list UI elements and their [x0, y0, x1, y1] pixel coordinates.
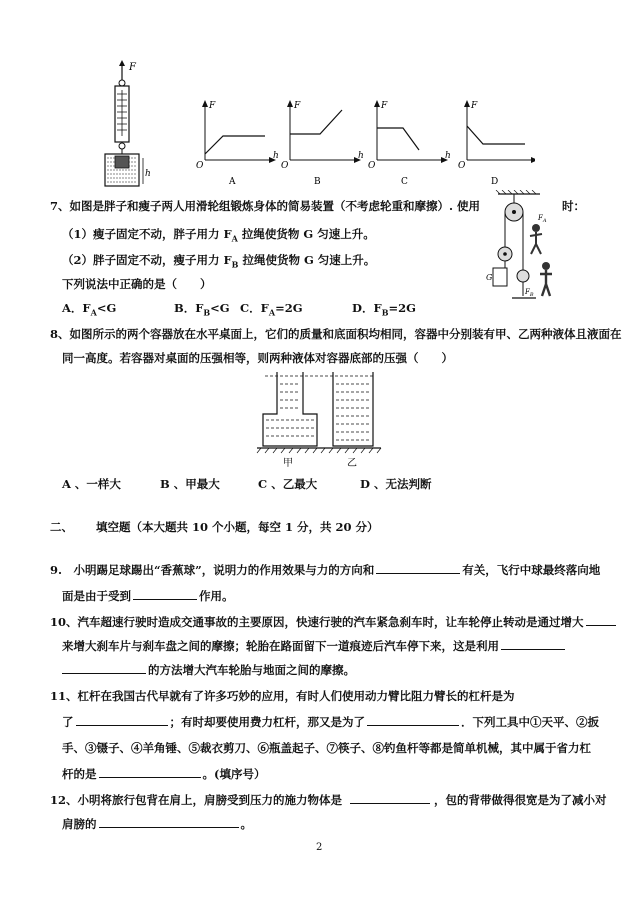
q10-line1: 10、汽车超速行驶时造成交通事故的主要原因，快速行驶的汽车紧急刹车时，让车轮停止转动是通过增大: [50, 614, 616, 630]
graph-b-origin: O: [281, 161, 289, 171]
q7-fa-label: $F_A$: [538, 214, 547, 224]
q11-blank-2[interactable]: [367, 714, 459, 726]
q6-force-label: F: [129, 62, 136, 73]
q10-blank-3[interactable]: [62, 662, 146, 674]
q8-option-a[interactable]: A 、一样大: [62, 477, 121, 491]
graph-d: [458, 100, 535, 187]
graph-a-h-axis: h: [273, 151, 279, 161]
q10-blank-1[interactable]: [586, 614, 616, 626]
graph-c-origin: O: [368, 161, 376, 171]
q12-line2: 肩膀的 。: [62, 817, 252, 831]
q11-line2: 了 ；有时却要使用费力杠杆，那又是为了 ．下列工具中①天平、②扳: [62, 715, 599, 729]
graph-b-f-axis: F: [294, 101, 301, 111]
q7-line2: （2）胖子固定不动，瘦子用力 $F_B$ 拉绳使货物 G 匀速上升。: [62, 253, 376, 270]
graph-d-f-axis: F: [471, 101, 478, 111]
graph-c-h-axis: h: [445, 151, 451, 161]
q7-option-c[interactable]: C．$F_A=2G$: [240, 301, 303, 318]
spring-scale-diagram: [105, 60, 151, 186]
q9-line1: 9. 小明踢足球踢出“香蕉球”，说明力的作用效果与力的方向和 有关，飞行中球最终落向地: [50, 563, 601, 577]
q8-options: [62, 476, 432, 492]
q7-option-d[interactable]: D．$F_B=2G$: [352, 301, 416, 318]
q12-blank-1[interactable]: [350, 792, 430, 804]
q11-line3: 手、③镊子、④羊角锤、⑤裁衣剪刀、⑥瓶盖起子、⑦筷子、⑧钓鱼杆等都是简单机械，其中属于省力杠: [62, 741, 591, 755]
q8-line2: 同一高度。若容器对桌面的压强相等，则两种液体对容器底部的压强（ ）: [62, 351, 453, 365]
q7-option-a[interactable]: A．$F_A<G$: [62, 301, 117, 318]
q12-line1: 12、小明将旅行包背在肩上，肩膀受到压力的施力物体是 ，包的背带做得很宽是为了减小对: [50, 793, 607, 807]
page-number: 2: [316, 842, 323, 853]
graph-c-label: C: [401, 177, 408, 187]
q11-blank-3[interactable]: [99, 766, 201, 778]
q11-blank-1[interactable]: [76, 714, 168, 726]
q9-blank-2[interactable]: [133, 588, 197, 600]
q7-options: [62, 300, 416, 317]
q9-line2: 面是由于受到 作用。: [62, 589, 234, 603]
section2-number: 二、: [50, 520, 73, 534]
graph-d-label: D: [491, 177, 499, 187]
q8-jia-label: 甲: [283, 458, 293, 469]
q8-option-c[interactable]: C 、乙最大: [258, 477, 318, 491]
q7-weight-label: G: [486, 273, 493, 282]
graph-b-label: B: [314, 177, 321, 187]
graph-a-origin: O: [196, 161, 204, 171]
graph-a: [196, 100, 279, 187]
q6-depth-label: h: [145, 169, 151, 179]
q7-fb-label: $F_B$: [525, 288, 534, 298]
q8-yi-label: 乙: [347, 458, 357, 469]
graph-b-h-axis: h: [358, 151, 364, 161]
q11-line4: 杆的是 。(填序号）: [62, 767, 266, 781]
section2-header: [50, 519, 379, 535]
graph-a-f-axis: F: [209, 101, 216, 111]
graph-d-origin: O: [458, 161, 466, 171]
section2-title: 填空题（本大题共 10 个小题，每空 1 分，共 20 分）: [96, 520, 379, 534]
q8-option-b[interactable]: B 、甲最大: [160, 477, 220, 491]
q7-stem-end: 时：: [562, 199, 585, 213]
graph-b: [281, 100, 364, 187]
q7-line1: （1）瘦子固定不动，胖子用力 $F_A$ 拉绳使货物 G 匀速上升。: [62, 227, 375, 244]
q7-stem: 7、如图是胖子和瘦子两人用滑轮组锻炼身体的简易装置（不考虑轮重和摩擦）. 使用: [50, 199, 481, 213]
q7-option-b[interactable]: B．$F_B<G$: [174, 301, 230, 318]
q10-line2: 来增大刹车片与刹车盘之间的摩擦；轮胎在路面留下一道痕迹后汽车停下来，这是利用: [62, 638, 565, 654]
q10-blank-2[interactable]: [501, 638, 565, 650]
q8-line1: 8、如图所示的两个容器放在水平桌面上，它们的质量和底面积均相同，容器中分别装有甲、乙两种液体且液面在: [50, 327, 622, 341]
q6-figure: [95, 58, 535, 193]
q8-option-d[interactable]: D 、无法判断: [360, 477, 432, 491]
q7-question: 下列说法中正确的是（ ）: [62, 277, 212, 291]
q10-line3: 的方法增大汽车轮胎与地面之间的摩擦。: [62, 662, 355, 678]
q9-blank-1[interactable]: [376, 562, 460, 574]
graph-c: [368, 100, 451, 187]
q11-line1: 11、杠杆在我国古代早就有了许多巧妙的应用，有时人们使用动力臂比阻力臂长的杠杆是为: [50, 689, 515, 703]
graph-a-label: A: [229, 177, 236, 187]
q8-containers-figure: [255, 370, 385, 470]
graph-c-f-axis: F: [381, 101, 388, 111]
q7-pulley-figure: [478, 190, 558, 302]
q12-blank-2[interactable]: [99, 816, 239, 828]
